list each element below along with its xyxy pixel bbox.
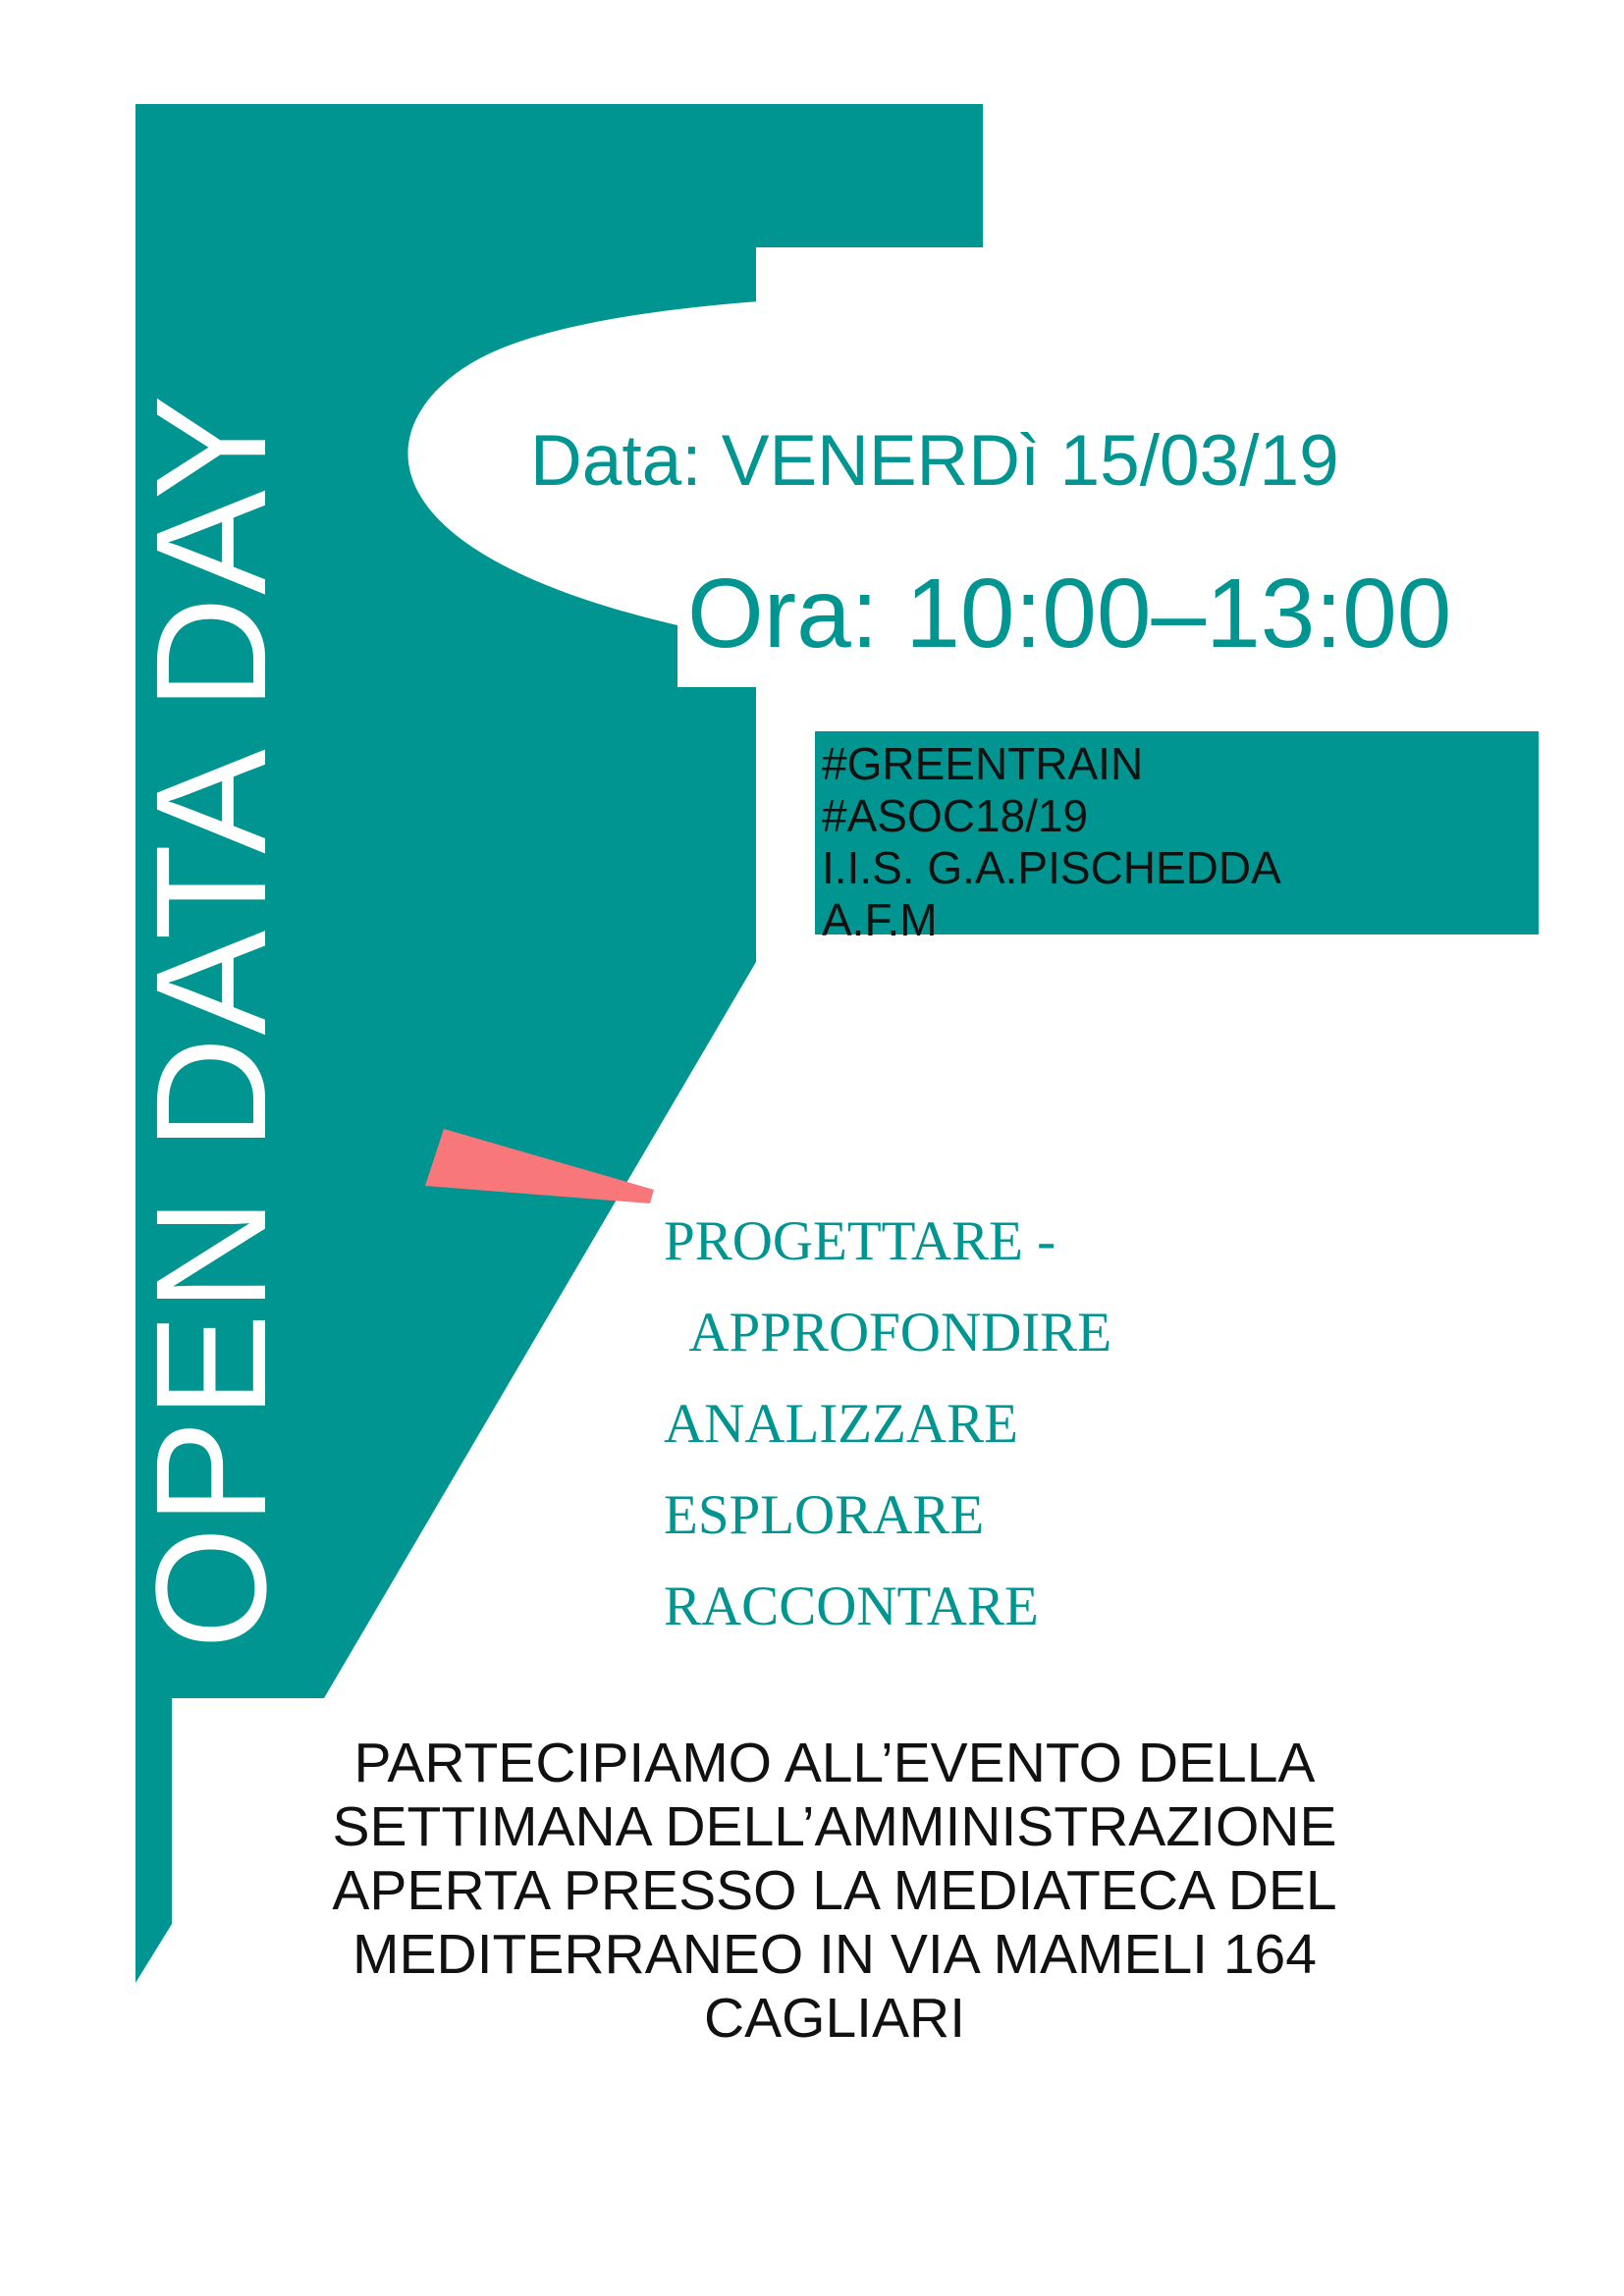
activity-item: APPROFONDIRE bbox=[664, 1302, 1112, 1363]
event-time: Ora: 10:00–13:00 bbox=[687, 559, 1452, 668]
activity-item: PROGETTARE - bbox=[664, 1210, 1056, 1272]
school-name: I.I.S. G.A.PISCHEDDA bbox=[822, 841, 1281, 893]
activity-item: RACCONTARE bbox=[664, 1575, 1039, 1637]
activity-item: ANALIZZARE bbox=[664, 1393, 1018, 1455]
event-info bbox=[177, 1732, 1492, 2051]
info-line: APERTA PRESSO LA MEDIATECA DEL bbox=[332, 1858, 1337, 1922]
activity-list bbox=[664, 1196, 1111, 1652]
hashtag-asoc: #ASOC18/19 bbox=[822, 789, 1089, 841]
activity-item: ESPLORARE bbox=[664, 1484, 985, 1546]
hashtag-greentrain: #GREENTRAIN bbox=[822, 738, 1144, 789]
hashtag-block bbox=[822, 738, 1281, 946]
info-line: MEDITERRANEO IN VIA MAMELI 164 bbox=[352, 1922, 1317, 1986]
info-line: CAGLIARI bbox=[703, 1986, 966, 2050]
event-date: Data: VENERDì 15/03/19 bbox=[530, 421, 1339, 501]
info-line: PARTECIPIAMO ALL’EVENTO DELLA bbox=[353, 1732, 1316, 1794]
course-name: A.F.M bbox=[822, 893, 938, 945]
info-line: SETTIMANA DELL’AMMINISTRAZIONE bbox=[332, 1794, 1337, 1858]
vertical-title: OPEN DATA DAY bbox=[123, 393, 298, 1649]
